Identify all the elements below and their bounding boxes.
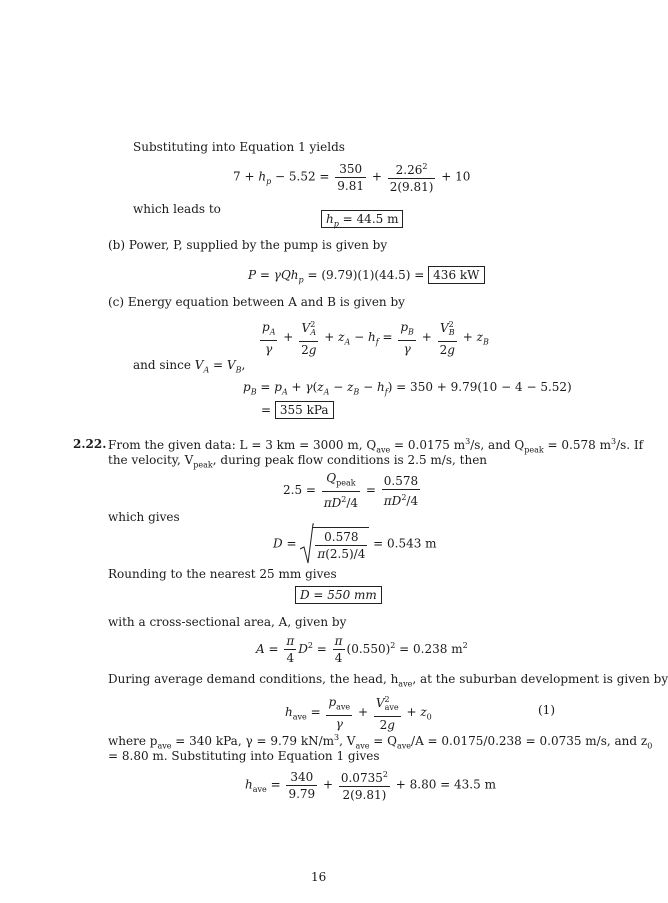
text-and-since: and since $V_A = V_B$, xyxy=(133,358,246,375)
problem-line1-c: /s, and Q xyxy=(470,438,525,452)
problem-line1-e: /s. If xyxy=(616,438,644,452)
equation-energy-substitution: $7 + h_p - 5.52$ = $\frac{350}{9.81}$ + $\frac{2.26^2}{2(9.81)}$ + 10 xyxy=(233,161,471,194)
where-c: , V xyxy=(339,734,356,748)
problem-number: 2.22. xyxy=(73,437,107,451)
text-which-leads-to: which leads to xyxy=(133,202,221,216)
equation-power: P = γQh$_p$ = (9.79)(1)(44.5) = 436 kW xyxy=(248,268,485,284)
result-hp-value: = 44.5 m xyxy=(338,212,399,226)
where-a: where p xyxy=(108,734,158,748)
result-hp-sub: p xyxy=(333,219,339,229)
equation-label: (1) xyxy=(538,703,555,717)
equation-area: A = $\frac{\pi}{4}$ $D^2$ = $\frac{\pi}{4}$ $(0.550)^2 = 0.238$ $m^2$ xyxy=(256,634,468,665)
sub-peak-1: peak xyxy=(524,445,544,455)
sub-peak-2: peak xyxy=(193,460,213,470)
where-b: = 340 kPa, γ = 9.79 kN/m xyxy=(171,734,335,748)
where-e: /A = 0.0175/0.238 = 0.0735 m/s, and z xyxy=(411,734,648,748)
text-substituting-1: Substituting into Equation 1 yields xyxy=(133,140,345,154)
equation-energy-ab: $\frac{p_A}{\gamma}$ + $\frac{V^2_A}{2g}$ + $z_A - h_f$ = $\frac{p_B}{\gamma}$ + $\frac{V^2_B}{2g}$ + $z_B$ xyxy=(262,319,489,358)
text-problem-line2 xyxy=(108,453,487,469)
problem-line1-d: = 0.578 m xyxy=(543,438,611,452)
result-power: 436 kW xyxy=(428,266,484,284)
problem-line1-a: From the given data: L = 3 km = 3000 m, Q xyxy=(108,438,377,452)
sqrt-icon xyxy=(300,523,314,565)
text-where-line1: where $p_{ave} = 340$ kPa, γ = 9.79 $kN/m^3$, $V_{ave} = Q_{ave}/A = 0.0175/0.238 = 0.0735$ m/s, and $z_0$ xyxy=(108,733,653,751)
text-during xyxy=(108,672,668,688)
result-pb: = 355 kPa xyxy=(261,403,334,417)
equation-pb: $p_B = p_A + \gamma(z_A - z_B - h_f) = 350 + 9.79(10 - 4 - 5.52)$ xyxy=(243,380,572,397)
text-rounding: Rounding to the nearest 25 mm gives xyxy=(108,567,337,581)
result-hp-symbol: h xyxy=(326,212,334,226)
text-problem-line1: From the given data: L = 3 km = 3000 m, $Q_{ave} = 0.0175$ $m^3/s$, and $Q_{peak} = 0.578$ $m^3/s$. If xyxy=(108,437,644,455)
text-which-gives: which gives xyxy=(108,510,180,524)
where-d: = Q xyxy=(369,734,397,748)
page-number: 16 xyxy=(311,870,327,884)
sub-zero: 0 xyxy=(647,741,653,751)
text-and-since-label: and since xyxy=(133,358,191,372)
problem-line2-a: the velocity, V xyxy=(108,453,194,467)
problem-line2-b: , during peak flow conditions is 2.5 m/s, then xyxy=(212,453,488,467)
sub-ave-3: ave xyxy=(157,741,172,751)
sub-ave-5: ave xyxy=(397,741,412,751)
result-hp xyxy=(321,212,403,228)
text-with-area: with a cross-sectional area, A, given by xyxy=(108,615,347,629)
text-where-line2: = 8.80 m. Substituting into Equation 1 gives xyxy=(108,749,380,763)
equation-diameter: D = $\frac{0.578}{\pi(2.5)/4}$ = 0.543 m xyxy=(273,523,437,565)
equation-head-ave: $h_{ave}$ = $\frac{p_{ave}}{\gamma}$ + $\frac{V^2_{ave}}{2g}$ + $z_0$ xyxy=(285,694,432,733)
text-item-c: (c) Energy equation between A and B is given by xyxy=(108,295,405,309)
sub-ave-1: ave xyxy=(376,445,391,455)
result-pb-value: 355 kPa xyxy=(275,401,334,419)
text-item-b: (b) Power, P, supplied by the pump is given by xyxy=(108,238,388,252)
result-diameter xyxy=(295,588,382,602)
during-b: , at the suburban development is given by xyxy=(412,672,668,686)
equation-head-result: $h_{ave}$ = $\frac{340}{9.79}$ + $\frac{0.0735^2}{2(9.81)}$ + 8.80 = 43.5 m xyxy=(245,769,496,802)
sub-ave-4: ave xyxy=(355,741,370,751)
sub-ave-2: ave xyxy=(398,679,413,689)
problem-line1-b: = 0.0175 m xyxy=(390,438,466,452)
equation-velocity: 2.5 = $\frac{Q_{peak}}{\pi D^2/4}$ = $\frac{0.578}{\pi D^2/4}$ xyxy=(283,471,419,511)
result-diameter-value: D = 550 mm xyxy=(295,586,382,604)
during-a: During average demand conditions, the head, h xyxy=(108,672,399,686)
